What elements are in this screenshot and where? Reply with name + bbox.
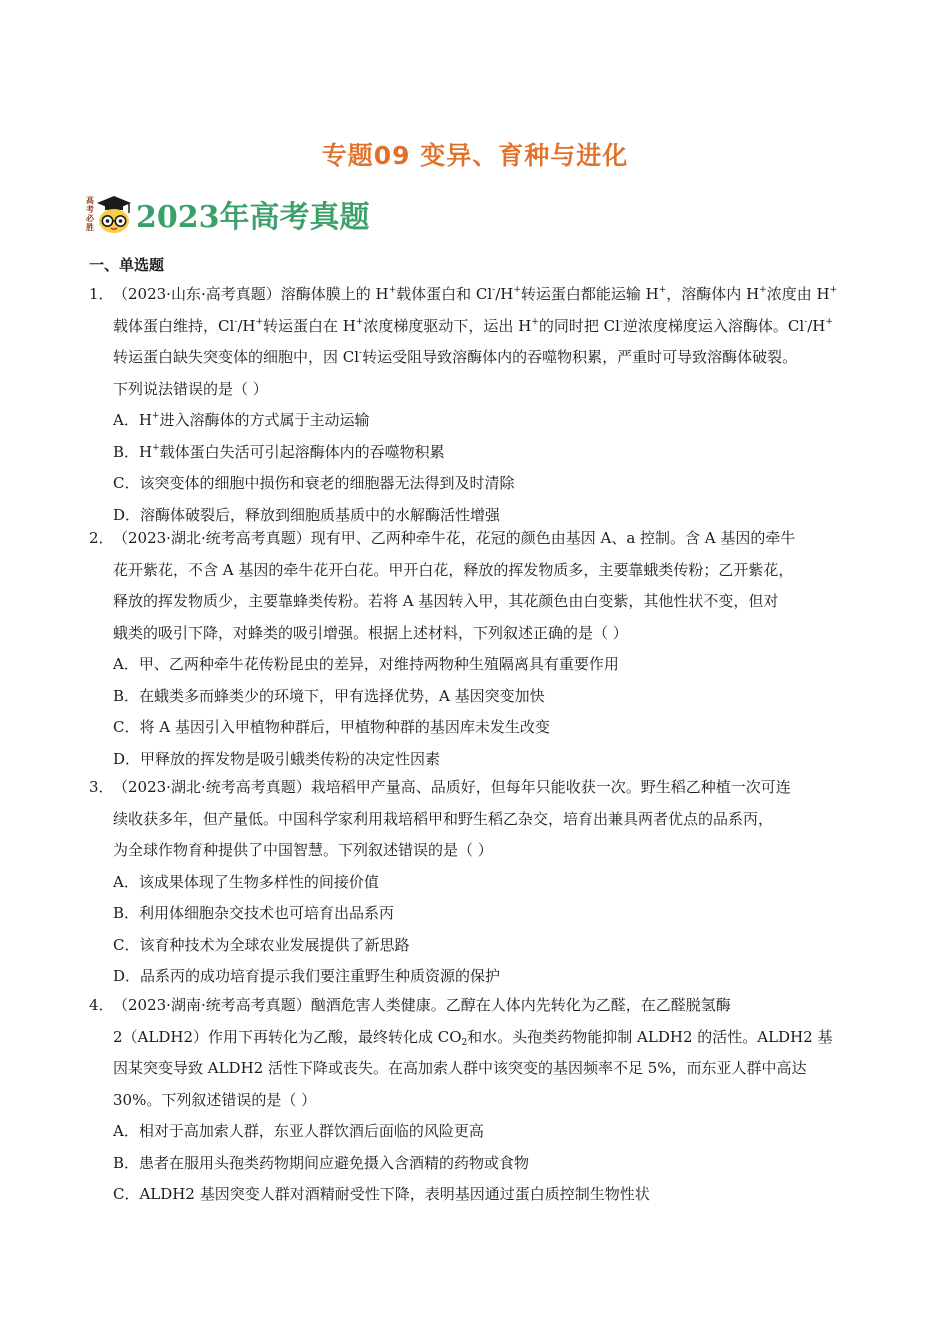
option-d[interactable]: D．品系丙的成功培育提示我们要注重野生种质资源的保护: [113, 967, 501, 985]
question-3: [89, 772, 879, 993]
option-d[interactable]: D．甲释放的挥发物是吸引蛾类传粉的决定性因素: [113, 749, 441, 768]
question-2-line-2: 花开紫花，不含 A 基因的牵牛花开白花。甲开白花，释放的挥发物质多，主要靠蛾类传粉；乙开紫花，: [113, 560, 794, 579]
option-b[interactable]: B．患者在服用头孢类药物期间应避免摄入含酒精的药物或食物: [113, 1153, 530, 1172]
option-a[interactable]: A．甲、乙两种牵牛花传粉昆虫的差异，对维持两物种生殖隔离具有重要作用: [113, 655, 619, 673]
question-4-line-1: 4．（2023·湖南·统考高考真题）酗酒危害人类健康。乙醇在人体内先转化为乙醛，在乙醛脱氢酶: [89, 990, 879, 1022]
option-a[interactable]: A．H+进入溶酶体的方式属于主动运输: [113, 411, 370, 429]
question-4: [89, 990, 879, 1211]
question-number: 1．: [89, 285, 114, 303]
question-4-line-2: 2（ALDH2）作用下再转化为乙酸，最终转化成 $CO_2$和水。头孢类药物能抑制 ALDH2 的活性。ALDH2 基: [113, 1027, 833, 1048]
option-b[interactable]: B．在蛾类多而蜂类少的环境下，甲有选择优势，A 基因突变加快: [113, 686, 545, 705]
question-4-line-4: 30%。下列叙述错误的是（ ）: [113, 1090, 317, 1109]
question-3-line-2: 续收获多年，但产量低。中国科学家利用栽培稻甲和野生稻乙杂交，培育出兼具两者优点的品系丙，: [113, 809, 774, 828]
question-number: 4．: [89, 996, 114, 1014]
question-2-line-3: 释放的挥发物质少，主要靠蜂类传粉。若将 A 基因转入甲，其花颜色由白变紫，其他性状不变，但对: [113, 592, 779, 610]
question-2-line-4: 蛾类的吸引下降，对蜂类的吸引增强。根据上述材料，下列叙述正确的是（ ）: [113, 623, 628, 642]
question-4-line-3: 因某突变导致 ALDH2 活性下降或丧失。在高加索人群中该突变的基因频率不足 5%，而东亚人群中高达: [113, 1059, 807, 1077]
question-1-line-3: 转运蛋白缺失突变体的细胞中，因 Cl-转运受阻导致溶酶体内的吞噬物积累，严重时可导致溶酶体破裂。: [113, 348, 798, 366]
question-1-line-2: 载体蛋白维持，Cl-/H+转运蛋白在 H+浓度梯度驱动下，运出 H+的同时把 Cl-逆浓度梯度运入溶酶体。Cl-/H+: [113, 316, 833, 335]
question-3-line-3: 为全球作物育种提供了中国智慧。下列叙述错误的是（ ）: [113, 841, 493, 859]
question-number: 3．: [89, 778, 114, 796]
question-2: [89, 523, 879, 775]
option-a[interactable]: A．相对于高加索人群，东亚人群饮酒后面临的风险更高: [113, 1122, 484, 1140]
option-d[interactable]: D．溶酶体破裂后，释放到细胞质基质中的水解酶活性增强: [113, 505, 501, 524]
option-a[interactable]: A．该成果体现了生物多样性的间接价值: [113, 872, 379, 891]
section-heading: 一、单选题: [89, 256, 165, 274]
banner-logo-text: 高 考 必 胜: [86, 195, 94, 232]
option-b[interactable]: B．利用体细胞杂交技术也可培育出品系丙: [113, 904, 395, 922]
question-1-line-4: 下列说法错误的是（ ）: [113, 379, 268, 398]
option-c[interactable]: C．ALDH2 基因突变人群对酒精耐受性下降，表明基因通过蛋白质控制生物性状: [113, 1185, 650, 1203]
question-1-line-1: 1．（2023·山东·高考真题）溶酶体膜上的 H+载体蛋白和 Cl-/H+转运蛋白都能运输 H+，溶酶体内 H+浓度由 H+: [89, 279, 879, 311]
graduate-owl-icon: [96, 194, 132, 234]
section-banner: [86, 188, 370, 240]
option-c[interactable]: C．该突变体的细胞中损伤和衰老的细胞器无法得到及时清除: [113, 474, 515, 492]
option-b[interactable]: B．H+载体蛋白失活可引起溶酶体内的吞噬物积累: [113, 442, 445, 461]
question-3-line-1: 3．（2023·湖北·统考高考真题）栽培稻甲产量高、品质好，但每年只能收获一次。野生稻乙种植一次可连: [89, 772, 879, 804]
question-number: 2．: [89, 529, 114, 547]
question-1: [89, 279, 879, 531]
banner-heading: 2023年高考真题: [136, 200, 370, 235]
question-2-line-1: 2．（2023·湖北·统考高考真题）现有甲、乙两种牵牛花，花冠的颜色由基因 A、a 控制。含 A 基因的牵牛: [89, 523, 879, 555]
option-c[interactable]: C．将 A 基因引入甲植物种群后，甲植物种群的基因库未发生改变: [113, 718, 550, 736]
page-title: 专题09 变异、育种与进化: [321, 141, 629, 170]
option-c[interactable]: C．该育种技术为全球农业发展提供了新思路: [113, 935, 410, 954]
